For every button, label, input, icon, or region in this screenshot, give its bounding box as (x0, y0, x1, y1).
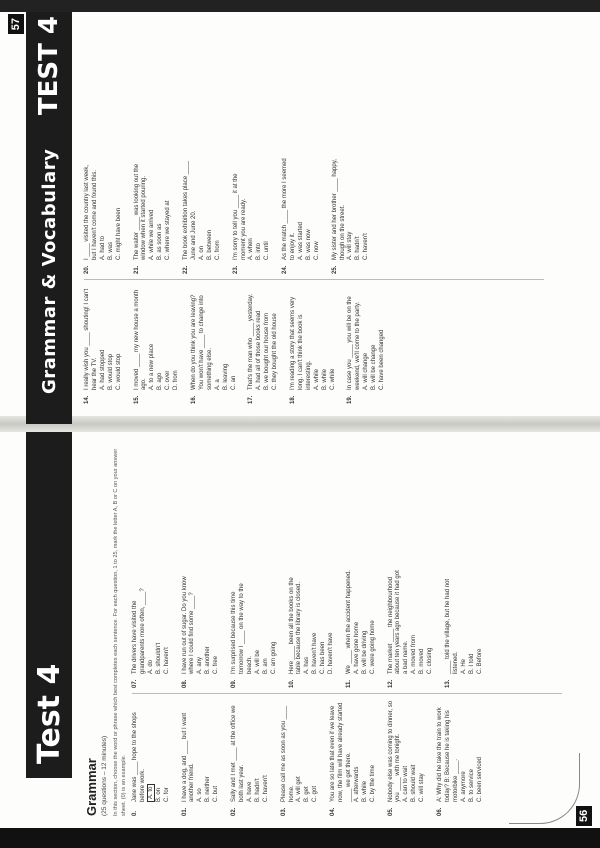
answer-option-label: C. were going home (369, 620, 376, 674)
answer-option[interactable] (298, 156, 306, 274)
answer-option[interactable] (231, 286, 239, 404)
answer-option[interactable] (347, 156, 355, 274)
question-number: 24. (282, 265, 289, 274)
answer-option-label: B. will be driving (361, 630, 368, 674)
answer-option[interactable] (419, 570, 427, 688)
question-item (84, 156, 124, 274)
answer-option-label: A. will change (363, 352, 370, 390)
answer-option[interactable] (354, 570, 362, 688)
answer-option-label: C. by the time (369, 764, 376, 802)
question-line (282, 156, 298, 274)
answer-option[interactable] (173, 286, 181, 404)
answer-option-label: B. between (206, 229, 213, 260)
answer-option[interactable] (213, 698, 221, 816)
answer-option-label: B. haven't have (312, 632, 319, 674)
question-line (248, 286, 256, 404)
answer-option-label: C. have been changed (379, 329, 386, 390)
answer-option[interactable] (461, 570, 469, 688)
answer-option[interactable] (328, 570, 336, 688)
answer-option[interactable] (215, 156, 223, 274)
question-line (445, 570, 461, 688)
question-number: 05. (387, 807, 394, 816)
answer-option[interactable] (403, 698, 411, 816)
answer-option[interactable] (255, 698, 263, 816)
answer-option-label: B. on (155, 787, 162, 802)
answer-option-label: B. leaving (222, 363, 229, 390)
answer-option[interactable] (156, 570, 164, 688)
answer-option-label: C. an (230, 375, 237, 390)
answer-option-label: B. as soon as (157, 223, 164, 260)
answer-option-label: B. neither (205, 776, 212, 802)
answer-option-label: C. closing (427, 647, 434, 674)
answer-option-label: A. to a new place (149, 343, 156, 390)
answer-option[interactable] (469, 698, 477, 816)
question-stem: Sally and I met ____ at the office we both last year. (231, 705, 245, 802)
question-line (346, 570, 354, 688)
answer-option-label: C. until (264, 241, 271, 260)
question-item (330, 698, 377, 816)
answer-option-label: A. have gone home (353, 621, 360, 674)
question-line (281, 698, 297, 816)
question-line (388, 570, 412, 688)
question-stem: You are so late that even if we leave now, the film will have already started ____ we get there. (330, 702, 352, 802)
answer-option[interactable] (370, 698, 378, 816)
answer-option[interactable] (148, 698, 156, 816)
question-stem: I ____ visited the country last week, but I haven't come and found this. (84, 164, 98, 260)
column-divider (132, 693, 562, 694)
answer-option[interactable] (255, 570, 263, 688)
question-number: 18. (290, 395, 297, 404)
question-item (346, 570, 378, 688)
answer-option-label: C. but (213, 785, 220, 802)
answer-option[interactable] (354, 698, 362, 816)
answer-option-label: B. was (107, 241, 114, 260)
question-number: 21. (133, 265, 140, 274)
answer-option-label: B. while (361, 780, 368, 802)
question-number: 03. (280, 807, 287, 816)
question-item (132, 570, 172, 688)
question-line (182, 570, 198, 688)
question-stem: I really wish you ____ shouting! I can't hear the TV. (84, 288, 98, 390)
answer-option-label: B. hadn't (355, 236, 362, 260)
answer-option[interactable] (363, 156, 371, 274)
question-item (84, 286, 124, 404)
answer-option-label: B. hadn't (254, 778, 261, 802)
question-number: 13. (445, 679, 451, 688)
answer-option[interactable] (157, 286, 165, 404)
question-item (248, 286, 280, 404)
question-line (388, 698, 404, 816)
answer-option-label: B. we bought our house from (264, 312, 271, 390)
question-item (231, 698, 271, 816)
answer-option-label: B. get (304, 786, 311, 802)
answer-option-label: A. while we arrived (149, 209, 156, 260)
answer-option-label: C. they bought the old house (272, 313, 279, 390)
answer-option-label: A. will get (296, 776, 303, 802)
question-number: 0. (132, 810, 138, 816)
answer-option-label: B. am (262, 658, 269, 674)
question-stem: In case you ____ you will be on the weekend, we'll come to the party. (347, 296, 362, 390)
question-column-2 (132, 570, 495, 688)
answer-option[interactable] (320, 570, 328, 688)
answer-option[interactable] (213, 570, 221, 688)
answer-option-label: A. had all of those books read (256, 310, 263, 390)
answer-option-label: A. has (304, 656, 311, 674)
question-stem: A: Why did he take the train to work today? B: Because he is taking his motorbike ____. (437, 707, 459, 802)
question-item (134, 286, 181, 404)
left-page (0, 424, 600, 848)
answer-option-label: B. should wait (411, 764, 418, 802)
answer-option-label: A. had to (99, 235, 106, 260)
question-line (132, 698, 148, 816)
answer-option[interactable] (461, 698, 469, 816)
question-line (134, 156, 150, 274)
question-number: 20. (84, 265, 90, 274)
answer-option[interactable] (411, 698, 419, 816)
answer-option[interactable] (355, 156, 363, 274)
question-column-4 (84, 156, 381, 274)
question-stem: When do you think you are leaving? You won't have ____ to change into something else. (190, 294, 213, 390)
answer-option-label: A. any (197, 656, 204, 674)
answer-option-label: C. am going (270, 641, 277, 674)
answer-option[interactable] (156, 698, 164, 816)
question-line (183, 156, 199, 274)
answer-option[interactable] (314, 156, 322, 274)
answer-option-label: C. has been (320, 641, 327, 674)
section-instructions: In this section, choose the word or phrase which best completes each sentence. For each question, 1 to 25, mark the letter A, B or C on your answer sheet. (0) is an example. (113, 448, 127, 816)
answer-option-label: B. shouldn't (155, 642, 162, 674)
question-item (388, 570, 435, 688)
answer-option[interactable] (296, 698, 304, 816)
question-number: 02. (231, 807, 238, 816)
answer-option-label: C. haven't (262, 775, 269, 802)
answer-option[interactable] (469, 570, 477, 688)
answer-option[interactable] (322, 286, 330, 404)
answer-option[interactable] (205, 570, 213, 688)
answer-option[interactable] (100, 286, 108, 404)
answer-option[interactable] (165, 286, 173, 404)
answer-option[interactable] (263, 698, 271, 816)
question-item (289, 570, 336, 688)
answer-option[interactable] (108, 156, 116, 274)
answer-option[interactable] (207, 156, 215, 274)
question-stem: The market ____ the neighbourhood about ten years ago because it had got a bad name. (387, 570, 410, 674)
question-number: 09. (231, 679, 238, 688)
answer-option-label: A. so (197, 788, 204, 802)
answer-option[interactable] (304, 570, 312, 688)
question-item (445, 570, 485, 688)
answer-option-label: C. got (312, 785, 319, 802)
answer-option[interactable] (256, 286, 264, 404)
question-stem: The waiter ____ was looking out the window when it started pouring. (133, 163, 148, 260)
left-edge-bar (0, 828, 600, 848)
question-stem: Jane was ____ hope to the shops before work. (132, 712, 146, 802)
answer-option[interactable] (223, 286, 231, 404)
answer-option[interactable] (312, 698, 320, 816)
question-line (347, 286, 363, 404)
answer-option[interactable] (477, 698, 485, 816)
answer-option-label: A. afterwards (353, 766, 360, 802)
question-item (347, 286, 387, 404)
question-line (332, 156, 348, 274)
page-curl-mark (509, 753, 580, 824)
question-item (182, 698, 222, 816)
answer-option-label: C. for (163, 787, 170, 802)
answer-option[interactable] (164, 570, 172, 688)
answer-option[interactable] (477, 570, 485, 688)
answer-option[interactable] (197, 570, 205, 688)
answer-option-label: C. free (213, 655, 220, 674)
answer-option-label: B. was now (305, 229, 312, 260)
answer-option[interactable] (271, 570, 279, 688)
question-item (388, 698, 428, 816)
answer-option-label: A. will be (254, 649, 261, 674)
question-stem: I'm sorry to tell you ____ it at the moment you are ready. (232, 173, 247, 260)
question-stem: Nobody else was coming to dinner, so you ____ with me tonight. (387, 700, 402, 802)
question-stem: That's the man who ____ yesterday. (248, 293, 255, 390)
question-item (132, 698, 172, 816)
question-number: 16. (190, 395, 197, 404)
question-line (84, 286, 100, 404)
answer-option[interactable] (165, 156, 173, 274)
answer-option-label: A. while (313, 368, 320, 390)
question-number: 25. (331, 265, 338, 274)
test-title: Test 4 (31, 663, 67, 764)
question-stem: I'm surprised because this time tomorrow I ____ on the way to the beach. (231, 583, 253, 674)
question-number: 01. (181, 807, 188, 816)
test-title-band (26, 424, 72, 778)
question-line (191, 286, 215, 404)
question-line (84, 156, 100, 274)
question-item (191, 286, 238, 404)
section-title: Grammar & Vocabulary (38, 148, 60, 394)
answer-option-label: A. moved from (411, 634, 418, 674)
question-line (290, 286, 314, 404)
answer-option[interactable] (362, 570, 370, 688)
answer-option-label: A. can to wait (403, 765, 410, 802)
question-stem: The book exhibition takes place ____ June and June 20. (183, 160, 197, 260)
question-line (132, 570, 148, 688)
answer-option-label: D. from (173, 370, 180, 390)
question-item (290, 286, 337, 404)
question-stem: The drivers have visited the grandparents more often, ____? (132, 588, 146, 674)
question-number: 14. (84, 395, 90, 404)
question-column-1 (132, 698, 495, 816)
answer-option-label: A. when (248, 238, 255, 260)
question-stem: I have a dog, and ____ but I want another friend. (181, 712, 196, 802)
question-number: 08. (181, 679, 188, 688)
question-line (437, 698, 461, 816)
question-item (281, 698, 321, 816)
answer-option[interactable] (264, 286, 272, 404)
question-number: 15. (133, 395, 140, 404)
question-stem: I moved ____ my new house a month ago. (133, 289, 148, 390)
answer-option-label: A. was started (297, 221, 304, 260)
answer-option[interactable] (116, 286, 124, 404)
question-number: 07. (132, 679, 138, 688)
question-stem: Please call me as soon as you ____ home. (280, 705, 295, 802)
answer-option-label: B. ago (157, 372, 164, 390)
answer-option-label: A. on (198, 245, 205, 260)
answer-option-label: C. haven't (363, 233, 370, 260)
answer-option[interactable] (427, 570, 435, 688)
answer-option-label: C. been serviced (476, 756, 483, 802)
test-label: TEST 4 (34, 16, 64, 116)
answer-option[interactable] (263, 570, 271, 688)
question-item (231, 570, 278, 688)
answer-option-label: B. will be change (371, 344, 378, 390)
question-stem: ____ told the village, but he had not listened. (445, 578, 459, 674)
grammar-intro (84, 446, 128, 816)
answer-option[interactable] (411, 570, 419, 688)
answer-option[interactable] (108, 286, 116, 404)
answer-option-label: A. do (147, 659, 154, 674)
question-item (134, 156, 174, 274)
question-item (233, 156, 273, 274)
answer-option[interactable] (272, 286, 280, 404)
answer-option[interactable] (362, 698, 370, 816)
answer-option-label: B. would stop (107, 353, 114, 390)
answer-option-label: C. from (214, 240, 221, 260)
column-divider (84, 279, 544, 280)
answer-option[interactable] (247, 698, 255, 816)
section-subheading: (25 questions – 12 minutes) (101, 735, 108, 816)
answer-option-label: D. haven't have (328, 632, 335, 674)
question-line (182, 698, 198, 816)
question-number: 23. (232, 265, 239, 274)
answer-option[interactable] (304, 698, 312, 816)
question-line (134, 286, 150, 404)
question-stem: Here ____ been all the books on the table because the library is closed. (288, 577, 303, 674)
answer-option[interactable] (306, 156, 314, 274)
answer-option-label: C. now (313, 241, 320, 260)
question-number: 11. (345, 679, 352, 688)
question-item (332, 156, 372, 274)
question-line (289, 570, 305, 688)
answer-option-label: C. Before (476, 648, 483, 674)
answer-option[interactable] (100, 156, 108, 274)
answer-option[interactable] (419, 698, 427, 816)
answer-option-label: B. while (321, 368, 328, 390)
question-line (231, 698, 247, 816)
answer-option[interactable] (205, 698, 213, 816)
answer-option-label: B. to service (468, 768, 475, 802)
answer-option-label: C. where we stayed at (165, 200, 172, 260)
answer-option-label: A. He (460, 658, 467, 674)
answer-option-label: C. would stop (115, 353, 122, 390)
answer-option-label: B. I told (468, 653, 475, 674)
question-number: 06. (437, 807, 444, 816)
question-number: 04. (330, 807, 337, 816)
question-number: 17. (248, 395, 255, 404)
answer-option-label: B. moved (419, 648, 426, 674)
question-number: 22. (183, 265, 190, 274)
answer-option-label: A. to (147, 784, 155, 802)
answer-option[interactable] (248, 156, 256, 274)
answer-option[interactable] (330, 286, 338, 404)
question-stem: I have run out of sugar. Do you know where I could find some ____? (181, 576, 196, 674)
page-number-left: 56 (576, 806, 592, 826)
question-item (182, 570, 222, 688)
answer-option[interactable] (116, 156, 124, 274)
question-item (437, 698, 484, 816)
question-stem: I'm reading a story that seems very long. I can't think the book is interesting. (290, 296, 312, 390)
answer-option-label: C. over (165, 370, 172, 390)
answer-option[interactable] (199, 156, 207, 274)
answer-option-label: C. might have been (115, 207, 122, 260)
answer-option[interactable] (312, 570, 320, 688)
answer-option[interactable] (157, 156, 165, 274)
question-column-3 (84, 286, 397, 404)
right-edge-bar (0, 0, 600, 12)
section-heading: Grammar (84, 758, 99, 816)
answer-option-label: A. anymore (460, 771, 467, 802)
question-line (330, 698, 354, 816)
answer-option-label: C. will stay (419, 773, 426, 802)
question-number: 12. (387, 679, 394, 688)
answer-option-label: A. will stay (347, 231, 354, 260)
answer-option[interactable] (314, 286, 322, 404)
question-number: 10. (288, 679, 295, 688)
question-number: 19. (347, 395, 354, 404)
answer-option[interactable] (370, 570, 378, 688)
answer-option-label: B. into (256, 242, 263, 260)
answer-option[interactable] (264, 156, 272, 274)
page-number-right: 57 (8, 14, 24, 34)
answer-option-label: B. another (205, 646, 212, 674)
question-line (231, 570, 255, 688)
question-stem: We ____ when the accident happened. (345, 570, 352, 674)
answer-option[interactable] (215, 286, 223, 404)
question-line (233, 156, 249, 274)
answer-option[interactable] (256, 156, 264, 274)
answer-option[interactable] (197, 698, 205, 816)
answer-option[interactable] (149, 156, 157, 274)
answer-option-label: C. haven't (163, 647, 170, 674)
answer-option[interactable] (379, 286, 387, 404)
answer-option[interactable] (149, 286, 157, 404)
question-item (183, 156, 223, 274)
question-stem: As the match ____ the more I seemed to enjoy it. (282, 158, 297, 260)
answer-option[interactable] (148, 570, 156, 688)
answer-option-label: C. while (329, 368, 336, 390)
section-band (26, 0, 72, 424)
question-stem: My sister and her brother ____ happy, though on the street. (331, 159, 346, 260)
answer-option[interactable] (371, 286, 379, 404)
question-item (282, 156, 322, 274)
answer-option[interactable] (164, 698, 172, 816)
answer-option-label: A. a (214, 379, 221, 390)
answer-option-label: A. have (246, 781, 253, 802)
answer-option-label: A. had stopped (99, 349, 106, 390)
answer-option[interactable] (363, 286, 371, 404)
